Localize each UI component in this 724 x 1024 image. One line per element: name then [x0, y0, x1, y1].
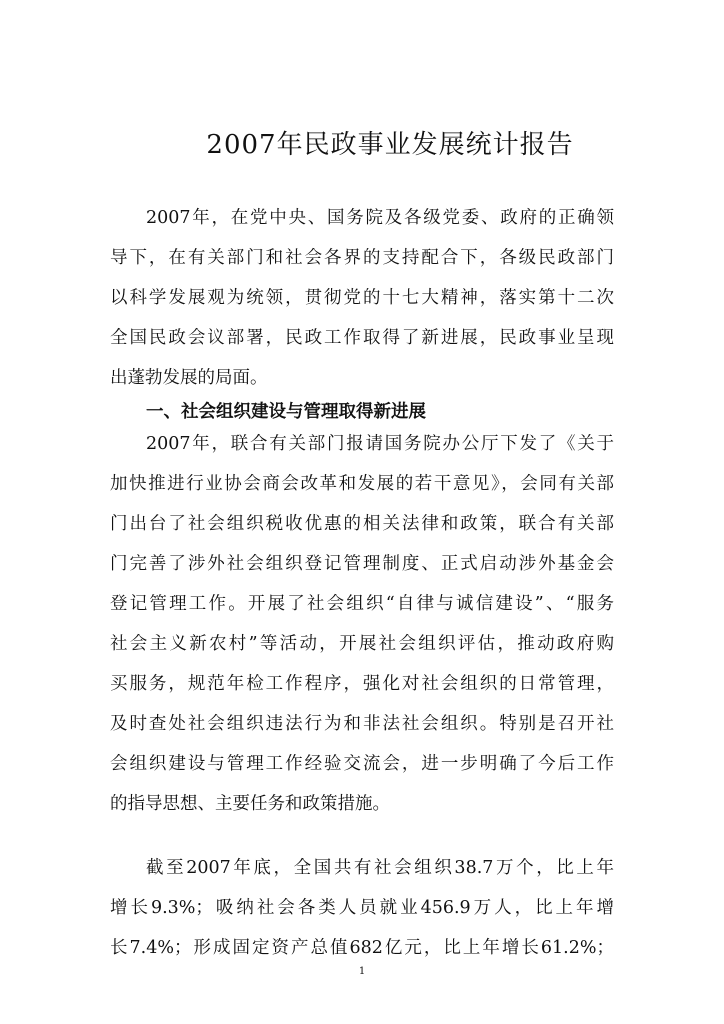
intro-line-1: 2007年，在党中央、国务院及各级党委、政府的正确领 [146, 208, 614, 228]
stats-line-2: 增长9.3%；吸纳社会各类人员就业456.9万人，比上年增 [110, 898, 614, 918]
section-line-9: 会组织建设与管理工作经验交流会，进一步明确了今后工作 [110, 754, 614, 774]
document-title: 2007年民政事业发展统计报告 [206, 130, 574, 160]
section-heading: 一、社会组织建设与管理取得新进展 [146, 402, 426, 422]
section-line-6: 社会主义新农村”等活动，开展社会组织评估，推动政府购 [110, 634, 614, 654]
section-line-3: 门出台了社会组织税收优惠的相关法律和政策，联合有关部 [110, 514, 614, 534]
section-line-7: 买服务，规范年检工作程序，强化对社会组织的日常管理， [110, 674, 614, 694]
stats-line-3: 长7.4%；形成固定资产总值682亿元，比上年增长61.2%； [110, 938, 614, 958]
intro-line-4: 全国民政会议部署，民政工作取得了新进展，民政事业呈现 [110, 328, 614, 348]
section-line-8: 及时查处社会组织违法行为和非法社会组织。特别是召开社 [110, 714, 614, 734]
intro-line-2: 导下，在有关部门和社会各界的支持配合下，各级民政部门 [110, 248, 614, 268]
section-line-1: 2007年，联合有关部门报请国务院办公厅下发了《关于 [146, 434, 614, 454]
section-line-10: 的指导思想、主要任务和政策措施。 [110, 794, 390, 814]
stats-line-1: 截至2007年底，全国共有社会组织38.7万个，比上年 [146, 858, 614, 878]
section-line-2: 加快推进行业协会商会改革和发展的若干意见》，会同有关部 [110, 474, 614, 494]
page-number: 1 [358, 966, 366, 977]
section-line-5: 登记管理工作。开展了社会组织“自律与诚信建设”、“服务 [110, 594, 614, 614]
intro-line-3: 以科学发展观为统领，贯彻党的十七大精神，落实第十二次 [110, 288, 614, 308]
section-line-4: 门完善了涉外社会组织登记管理制度、正式启动涉外基金会 [110, 554, 614, 574]
intro-line-5: 出蓬勃发展的局面。 [110, 368, 268, 388]
